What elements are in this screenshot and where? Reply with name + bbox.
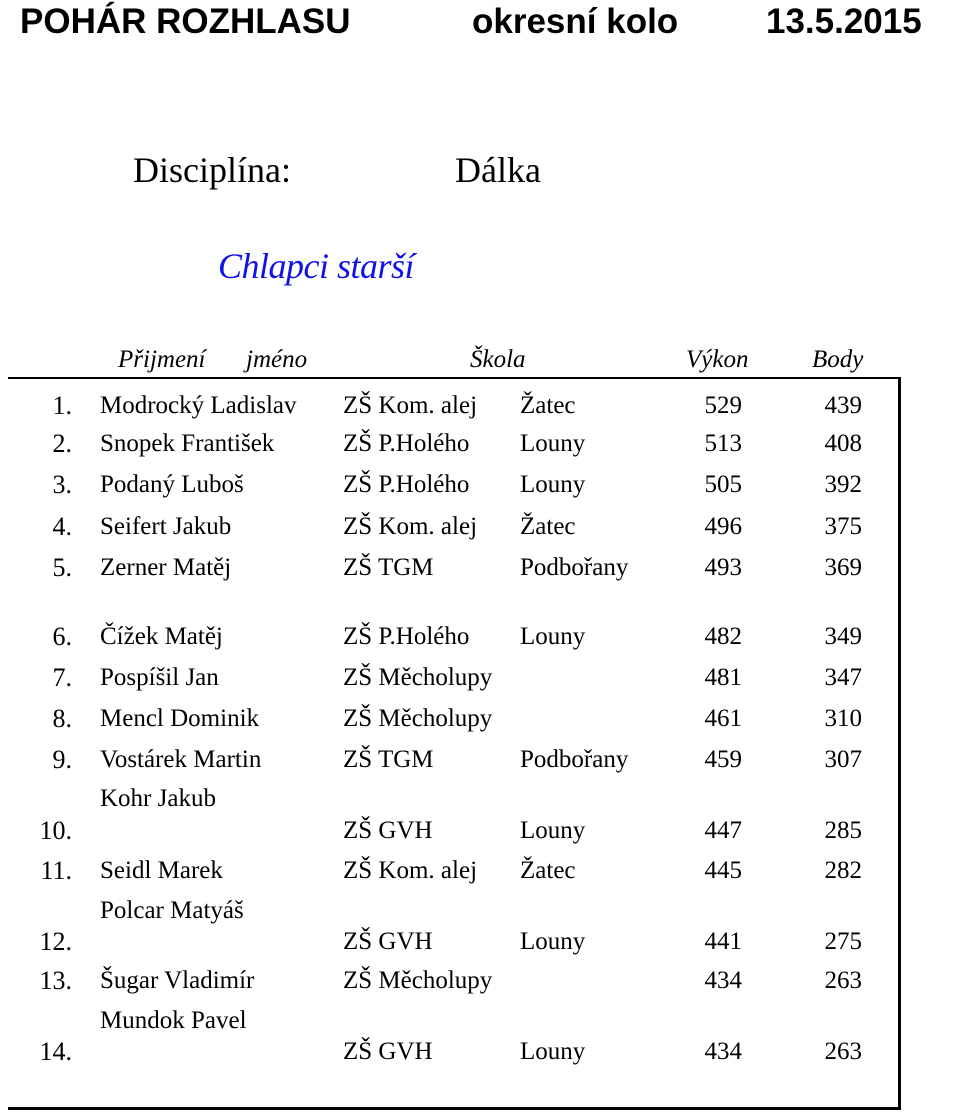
row-school: ZŠ Kom. alej: [343, 857, 478, 884]
row-result: 496: [704, 513, 742, 540]
row-result: 459: [704, 746, 742, 773]
row-result: 445: [704, 857, 742, 884]
row-school: ZŠ Měcholupy: [343, 705, 493, 732]
row-rank: 7.: [52, 663, 72, 692]
row-name: Zerner Matěj: [100, 554, 232, 581]
row-name: Modrocký Ladislav: [100, 392, 297, 419]
row-school: ZŠ P.Holého: [343, 430, 470, 457]
row-name: Snopek František: [100, 430, 275, 457]
row-rank: 12.: [39, 927, 72, 956]
row-name: Mencl Dominik: [100, 705, 260, 732]
row-rank: 10.: [39, 816, 72, 845]
row-town: Louny: [520, 623, 586, 650]
row-name: Pospíšil Jan: [100, 664, 219, 691]
row-rank: 9.: [52, 745, 72, 774]
row-points: 263: [824, 1038, 862, 1065]
row-school: ZŠ TGM: [343, 554, 434, 581]
row-rank: 13.: [39, 966, 72, 995]
row-points: 375: [824, 513, 862, 540]
row-school: ZŠ P.Holého: [343, 471, 470, 498]
row-points: 349: [824, 623, 862, 650]
row-name: Šugar Vladimír: [100, 967, 255, 994]
row-result: 513: [704, 430, 742, 457]
row-name: Kohr Jakub: [100, 785, 216, 812]
row-result: 481: [704, 664, 742, 691]
category-label: Chlapci starší: [218, 246, 415, 286]
row-school: ZŠ P.Holého: [343, 623, 470, 650]
row-rank: 6.: [52, 622, 72, 651]
discipline-value: Dálka: [455, 150, 541, 190]
row-town: Žatec: [520, 857, 576, 884]
row-result: 529: [704, 392, 742, 419]
row-town: Louny: [520, 471, 586, 498]
row-rank: 8.: [52, 704, 72, 733]
competition-name: POHÁR ROZHLASU: [20, 2, 351, 41]
row-result: 482: [704, 623, 742, 650]
row-town: Louny: [520, 928, 586, 955]
row-rank: 2.: [52, 429, 72, 458]
row-school: ZŠ Měcholupy: [343, 664, 493, 691]
round-name: okresní kolo: [472, 2, 679, 41]
row-points: 263: [824, 967, 862, 994]
row-points: 285: [824, 817, 862, 844]
row-points: 347: [824, 664, 862, 691]
row-town: Louny: [520, 817, 586, 844]
row-rank: 4.: [52, 512, 72, 541]
column-header-result: Výkon: [686, 346, 749, 373]
row-school: ZŠ Kom. alej: [343, 513, 478, 540]
discipline-label: Disciplína:: [133, 150, 291, 190]
row-school: ZŠ GVH: [343, 817, 433, 844]
row-points: 282: [824, 857, 862, 884]
row-rank: 14.: [39, 1037, 72, 1066]
column-header-school: Škola: [470, 346, 526, 373]
column-header-points: Body: [812, 346, 864, 373]
row-town: Podbořany: [520, 554, 629, 581]
row-rank: 11.: [40, 856, 72, 885]
row-name: Vostárek Martin: [100, 746, 262, 773]
row-town: Žatec: [520, 392, 576, 419]
row-points: 408: [824, 430, 862, 457]
row-school: ZŠ GVH: [343, 1038, 433, 1065]
row-name: Mundok Pavel: [100, 1007, 247, 1034]
row-school: ZŠ Měcholupy: [343, 967, 493, 994]
row-rank: 1.: [52, 391, 72, 420]
row-name: Čížek Matěj: [100, 623, 223, 650]
row-town: Žatec: [520, 513, 576, 540]
row-town: Louny: [520, 1038, 586, 1065]
row-result: 441: [704, 928, 742, 955]
row-result: 505: [704, 471, 742, 498]
row-town: Louny: [520, 430, 586, 457]
competition-date: 13.5.2015: [766, 2, 922, 41]
row-town: Podbořany: [520, 746, 629, 773]
row-result: 434: [704, 1038, 742, 1065]
row-points: 392: [824, 471, 862, 498]
row-result: 461: [704, 705, 742, 732]
row-name: Seidl Marek: [100, 857, 223, 884]
row-school: ZŠ TGM: [343, 746, 434, 773]
row-name: Seifert Jakub: [100, 513, 232, 540]
row-name: Podaný Luboš: [100, 471, 244, 498]
row-points: 439: [824, 392, 862, 419]
row-points: 310: [824, 705, 862, 732]
row-result: 447: [704, 817, 742, 844]
row-rank: 5.: [52, 553, 72, 582]
page-title: [20, 0, 960, 44]
row-result: 434: [704, 967, 742, 994]
row-points: 369: [824, 554, 862, 581]
row-school: ZŠ GVH: [343, 928, 433, 955]
row-points: 307: [824, 746, 862, 773]
row-result: 493: [704, 554, 742, 581]
row-rank: 3.: [52, 470, 72, 499]
column-header-surname: Přijmení: [118, 346, 206, 373]
row-points: 275: [824, 928, 862, 955]
column-header-firstname: jméno: [246, 346, 308, 373]
row-school: ZŠ Kom. alej: [343, 392, 478, 419]
row-name: Polcar Matyáš: [100, 897, 244, 924]
